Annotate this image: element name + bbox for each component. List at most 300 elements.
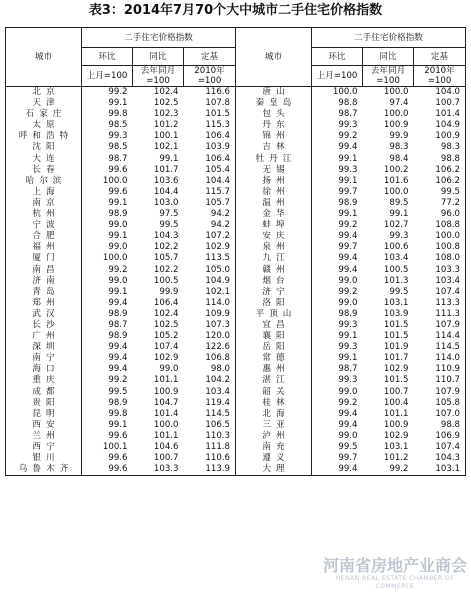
tongbi-cell: 101.7 xyxy=(153,164,179,175)
city-cell: 平顶山 xyxy=(236,309,312,320)
tongbi-cell: 104.3 xyxy=(153,231,179,242)
city-cell: 福州 xyxy=(6,242,82,253)
city-cell: 重庆 xyxy=(6,375,82,386)
tongbi-cell: 100.7 xyxy=(153,453,179,464)
tongbi-cell: 106.4 xyxy=(153,297,179,308)
huanbi-cell: 99.1 xyxy=(338,153,358,164)
tongbi-cell: 102.1 xyxy=(153,142,179,153)
huanbi-cell: 99.4 xyxy=(338,264,358,275)
city-cell: 吉林 xyxy=(236,142,312,153)
huanbi-cell: 99.6 xyxy=(108,186,128,197)
dingji-cell: 104.0 xyxy=(414,87,466,99)
table-row xyxy=(6,253,466,264)
city-cell: 赣州 xyxy=(236,265,312,276)
tongbi-cell: 103.4 xyxy=(383,253,409,264)
dingji-cell: 105.8 xyxy=(414,398,466,409)
city-cell: 贵阳 xyxy=(6,398,82,409)
huanbi-cell: 98.7 xyxy=(108,319,128,330)
dingji-cell: 98.3 xyxy=(414,142,466,153)
dingji-cell: 110.9 xyxy=(414,364,466,375)
city-cell: 昆明 xyxy=(6,409,82,420)
dingji-cell: 77.2 xyxy=(414,198,466,209)
dingji-cell: 106.4 xyxy=(184,154,236,165)
tongbi-header-left: 同比 xyxy=(133,48,184,66)
tongbi-cell: 100.7 xyxy=(383,386,409,397)
huanbi-cell: 99.1 xyxy=(108,231,128,242)
huanbi-cell: 99.5 xyxy=(338,442,358,452)
table-title: 表3：2014年7月70个大中城市二手住宅价格指数 xyxy=(88,3,383,18)
tongbi-cell: 101.2 xyxy=(153,120,179,131)
tongbi-cell: 98.4 xyxy=(389,153,409,164)
city-cell: 乌鲁木齐 xyxy=(6,464,82,476)
index-group-header-right: 二手住宅价格指数 xyxy=(312,28,466,48)
dingji-cell: 100.7 xyxy=(414,98,466,109)
watermark-main-text: 河南省房地产业商会 xyxy=(322,556,467,575)
dingji-cell: 114.4 xyxy=(414,331,466,342)
dingji-cell: 103.9 xyxy=(184,142,236,153)
huanbi-cell: 99.8 xyxy=(108,408,128,419)
dingji-cell: 106.4 xyxy=(184,131,236,142)
dingji-cell: 105.7 xyxy=(184,198,236,209)
city-cell: 北海 xyxy=(236,409,312,420)
dingji-cell: 107.4 xyxy=(414,442,466,453)
city-cell: 无锡 xyxy=(236,165,312,176)
city-cell: 南宁 xyxy=(6,353,82,364)
table-row xyxy=(6,165,466,176)
city-cell: 南充 xyxy=(236,442,312,453)
dingji-cell: 107.2 xyxy=(184,231,236,242)
huanbi-cell: 99.1 xyxy=(338,209,358,220)
table-row xyxy=(6,120,466,131)
tongbi-cell: 101.6 xyxy=(383,175,409,186)
table-row xyxy=(6,398,466,409)
tongbi-cell: 100.2 xyxy=(383,164,409,175)
city-cell: 岳阳 xyxy=(236,342,312,353)
table-row xyxy=(6,464,466,476)
table-row xyxy=(6,276,466,287)
city-cell: 蚌埠 xyxy=(236,220,312,231)
tongbi-cell: 99.1 xyxy=(389,209,409,220)
huanbi-cell: 99.4 xyxy=(338,142,358,153)
tongbi-cell: 101.7 xyxy=(383,353,409,364)
city-cell: 三亚 xyxy=(236,420,312,431)
dingji-cell: 114.0 xyxy=(414,353,466,364)
tongbi-cell: 102.2 xyxy=(153,242,179,253)
huanbi-cell: 99.7 xyxy=(338,453,358,464)
huanbi-cell: 98.7 xyxy=(108,153,128,164)
huanbi-cell: 99.3 xyxy=(338,375,358,386)
huanbi-cell: 98.9 xyxy=(108,209,128,220)
tongbi-cell: 101.9 xyxy=(383,342,409,353)
dingji-cell: 100.8 xyxy=(414,242,466,253)
huanbi-cell: 99.1 xyxy=(338,331,358,342)
table-row xyxy=(6,220,466,231)
tongbi-cell: 101.5 xyxy=(383,331,409,342)
huanbi-header-left: 环比 xyxy=(82,48,133,66)
city-cell: 九江 xyxy=(236,253,312,264)
tongbi-cell: 99.9 xyxy=(389,131,409,142)
huanbi-header-right: 环比 xyxy=(312,48,363,66)
table-row xyxy=(6,431,466,442)
dingji-cell: 122.6 xyxy=(184,342,236,353)
dingji-cell: 106.9 xyxy=(414,431,466,442)
table-row xyxy=(6,187,466,198)
huanbi-cell: 99.1 xyxy=(108,286,128,297)
city-cell: 兰州 xyxy=(6,431,82,442)
huanbi-cell: 99.2 xyxy=(338,131,358,142)
table-row xyxy=(6,353,466,364)
table-row xyxy=(6,331,466,342)
dingji-cell: 107.9 xyxy=(414,320,466,331)
tongbi-cell: 100.9 xyxy=(153,386,179,397)
dingji-cell: 113.5 xyxy=(184,253,236,264)
city-cell: 合肥 xyxy=(6,231,82,242)
city-cell: 包头 xyxy=(236,109,312,120)
dingji-cell: 111.8 xyxy=(184,442,236,453)
dingji-cell: 107.0 xyxy=(414,409,466,420)
tongbi-cell: 107.4 xyxy=(153,342,179,353)
city-cell: 韶关 xyxy=(236,387,312,398)
tongbi-cell: 102.4 xyxy=(153,87,179,97)
huanbi-cell: 99.2 xyxy=(338,220,358,231)
huanbi-cell: 99.0 xyxy=(338,275,358,286)
tongbi-cell: 104.7 xyxy=(153,397,179,408)
huanbi-cell: 99.2 xyxy=(108,375,128,386)
dingji-cell: 98.0 xyxy=(184,364,236,375)
city-cell: 遵义 xyxy=(236,453,312,464)
dingji-cell: 98.8 xyxy=(414,154,466,165)
city-cell: 长春 xyxy=(6,165,82,176)
huanbi-cell: 99.0 xyxy=(108,220,128,231)
city-header-right: 城市 xyxy=(236,28,312,87)
tongbi-cell: 89.5 xyxy=(389,197,409,208)
huanbi-cell: 99.1 xyxy=(108,98,128,109)
huanbi-cell: 99.7 xyxy=(338,186,358,197)
city-cell: 南京 xyxy=(6,198,82,209)
huanbi-cell: 99.3 xyxy=(108,131,128,142)
city-cell: 惠州 xyxy=(236,364,312,375)
huanbi-cell: 99.4 xyxy=(338,231,358,242)
city-cell: 秦皇岛 xyxy=(236,98,312,109)
tongbi-cell: 99.2 xyxy=(363,464,414,476)
city-cell: 安庆 xyxy=(236,231,312,242)
city-cell: 金华 xyxy=(236,209,312,220)
table-row xyxy=(6,154,466,165)
dingji-cell: 111.3 xyxy=(414,309,466,320)
table-row xyxy=(6,142,466,153)
watermark-sub-text: HENAN REAL ESTATE CHAMBER OF COMMERCE xyxy=(335,575,455,590)
huanbi-cell: 99.4 xyxy=(108,297,128,308)
huanbi-cell: 99.3 xyxy=(338,120,358,131)
city-cell: 洛阳 xyxy=(236,298,312,309)
tongbi-cell: 97.4 xyxy=(389,98,409,109)
dingji-cell: 113.9 xyxy=(184,464,236,476)
huanbi-cell: 99.2 xyxy=(108,87,128,97)
huanbi-cell: 99.6 xyxy=(108,453,128,464)
huanbi-cell: 98.7 xyxy=(338,109,358,120)
city-cell: 大理 xyxy=(236,464,312,476)
table-row xyxy=(6,442,466,453)
tongbi-cell: 102.5 xyxy=(153,319,179,330)
city-cell: 徐州 xyxy=(236,187,312,198)
city-cell: 桂林 xyxy=(236,398,312,409)
huanbi-cell: 100.0 xyxy=(102,175,128,186)
index-group-header-left: 二手住宅价格指数 xyxy=(82,28,236,48)
city-cell: 牡丹江 xyxy=(236,154,312,165)
city-cell: 泸州 xyxy=(236,431,312,442)
city-cell: 沈阳 xyxy=(6,142,82,153)
dingji-base-right: 2010年=100 xyxy=(414,66,466,87)
table-row xyxy=(6,342,466,353)
tongbi-cell: 100.9 xyxy=(383,120,409,131)
tongbi-cell: 98.3 xyxy=(389,142,409,153)
tongbi-cell: 102.4 xyxy=(153,308,179,319)
huanbi-cell: 100.0 xyxy=(332,87,358,97)
tongbi-cell: 102.7 xyxy=(383,220,409,231)
tongbi-cell: 100.6 xyxy=(383,242,409,253)
tongbi-header-right: 同比 xyxy=(363,48,414,66)
dingji-cell: 94.2 xyxy=(184,209,236,220)
dingji-cell: 103.4 xyxy=(414,276,466,287)
city-cell: 宜昌 xyxy=(236,320,312,331)
table-row xyxy=(6,364,466,375)
dingji-cell: 106.5 xyxy=(184,420,236,431)
city-cell: 北京 xyxy=(6,87,82,99)
huanbi-cell: 99.4 xyxy=(338,419,358,430)
city-cell: 襄阳 xyxy=(236,331,312,342)
city-cell: 济宁 xyxy=(236,287,312,298)
tongbi-cell: 101.4 xyxy=(153,408,179,419)
dingji-cell: 105.4 xyxy=(184,165,236,176)
tongbi-cell: 100.5 xyxy=(383,264,409,275)
dingji-cell: 116.6 xyxy=(184,87,236,99)
table-row xyxy=(6,387,466,398)
huanbi-cell: 98.8 xyxy=(338,98,358,109)
table-row xyxy=(6,231,466,242)
dingji-cell: 103.3 xyxy=(414,265,466,276)
huanbi-cell: 99.4 xyxy=(338,408,358,419)
huanbi-cell: 99.0 xyxy=(338,297,358,308)
city-cell: 青岛 xyxy=(6,287,82,298)
tongbi-cell: 100.0 xyxy=(383,87,409,97)
huanbi-cell: 99.1 xyxy=(338,175,358,186)
tongbi-cell: 101.3 xyxy=(383,275,409,286)
tongbi-cell: 104.4 xyxy=(153,186,179,197)
tongbi-cell: 100.5 xyxy=(153,275,179,286)
dingji-cell: 110.6 xyxy=(184,453,236,464)
tongbi-cell: 100.9 xyxy=(383,419,409,430)
dingji-cell: 108.8 xyxy=(414,220,466,231)
city-cell: 上海 xyxy=(6,187,82,198)
dingji-cell: 113.3 xyxy=(414,298,466,309)
dingji-cell: 102.1 xyxy=(184,287,236,298)
dingji-cell: 110.7 xyxy=(414,375,466,386)
huanbi-cell: 98.9 xyxy=(338,308,358,319)
tongbi-cell: 102.5 xyxy=(153,98,179,109)
city-cell: 南昌 xyxy=(6,265,82,276)
city-cell: 大连 xyxy=(6,154,82,165)
huanbi-cell: 99.6 xyxy=(108,164,128,175)
tongbi-cell: 101.1 xyxy=(383,408,409,419)
dingji-cell: 96.0 xyxy=(414,209,466,220)
dingji-cell: 106.2 xyxy=(414,165,466,176)
city-cell: 太原 xyxy=(6,120,82,131)
table-row xyxy=(6,98,466,109)
tongbi-cell: 102.9 xyxy=(153,353,179,364)
dingji-cell: 108.0 xyxy=(414,253,466,264)
tongbi-base-left: 去年同月=100 xyxy=(133,66,184,87)
table-row xyxy=(6,453,466,464)
dingji-cell: 104.2 xyxy=(184,375,236,386)
huanbi-cell: 99.1 xyxy=(108,197,128,208)
table-row xyxy=(6,298,466,309)
dingji-cell: 107.4 xyxy=(414,287,466,298)
tongbi-cell: 103.0 xyxy=(153,197,179,208)
dingji-cell: 107.9 xyxy=(414,387,466,398)
city-cell: 泉州 xyxy=(236,242,312,253)
dingji-cell: 101.4 xyxy=(414,109,466,120)
tongbi-cell: 101.5 xyxy=(383,375,409,386)
city-cell: 西安 xyxy=(6,420,82,431)
dingji-cell: 104.9 xyxy=(184,276,236,287)
dingji-cell: 105.0 xyxy=(184,265,236,276)
city-cell: 扬州 xyxy=(236,176,312,187)
city-cell: 烟台 xyxy=(236,276,312,287)
tongbi-cell: 101.2 xyxy=(383,453,409,464)
city-cell: 丹东 xyxy=(236,120,312,131)
tongbi-cell: 101.1 xyxy=(153,375,179,386)
city-cell: 石家庄 xyxy=(6,109,82,120)
city-cell: 深圳 xyxy=(6,342,82,353)
price-index-table xyxy=(5,27,466,476)
tongbi-cell: 103.9 xyxy=(383,308,409,319)
city-cell: 厦门 xyxy=(6,253,82,264)
dingji-cell: 107.3 xyxy=(184,320,236,331)
tongbi-cell: 97.5 xyxy=(159,209,179,220)
table-row xyxy=(6,409,466,420)
huanbi-cell: 98.9 xyxy=(338,197,358,208)
huanbi-cell: 98.9 xyxy=(108,397,128,408)
huanbi-cell: 99.7 xyxy=(338,242,358,253)
dingji-cell: 114.0 xyxy=(184,298,236,309)
huanbi-cell: 100.0 xyxy=(102,253,128,264)
tongbi-cell: 99.0 xyxy=(159,364,179,375)
dingji-cell: 114.5 xyxy=(184,409,236,420)
huanbi-cell: 99.0 xyxy=(108,275,128,286)
huanbi-base-left: 上月=100 xyxy=(82,66,133,87)
table-row xyxy=(6,265,466,276)
city-cell: 锦州 xyxy=(236,131,312,142)
dingji-cell: 103.1 xyxy=(414,464,466,476)
city-cell: 成都 xyxy=(6,387,82,398)
city-cell: 济南 xyxy=(6,276,82,287)
city-cell: 武汉 xyxy=(6,309,82,320)
dingji-cell: 101.5 xyxy=(184,109,236,120)
dingji-cell: 109.9 xyxy=(184,309,236,320)
tongbi-cell: 102.9 xyxy=(383,364,409,375)
tongbi-cell: 99.5 xyxy=(159,220,179,231)
tongbi-base-right: 去年同月=100 xyxy=(363,66,414,87)
city-cell: 银川 xyxy=(6,453,82,464)
table-row xyxy=(6,131,466,142)
huanbi-cell: 99.2 xyxy=(338,397,358,408)
tongbi-cell: 99.3 xyxy=(389,231,409,242)
city-cell: 唐山 xyxy=(236,87,312,99)
tongbi-cell: 105.2 xyxy=(153,331,179,342)
city-cell: 哈尔滨 xyxy=(6,176,82,187)
huanbi-cell: 99.6 xyxy=(82,464,133,476)
dingji-cell: 106.2 xyxy=(414,176,466,187)
tongbi-cell: 100.0 xyxy=(383,109,409,120)
dingji-cell: 102.9 xyxy=(184,242,236,253)
huanbi-cell: 99.4 xyxy=(338,253,358,264)
tongbi-cell: 105.7 xyxy=(153,253,179,264)
dingji-cell: 107.8 xyxy=(184,98,236,109)
huanbi-cell: 99.0 xyxy=(338,386,358,397)
table-row xyxy=(6,87,466,99)
tongbi-cell: 100.1 xyxy=(153,131,179,142)
huanbi-cell: 99.1 xyxy=(108,419,128,430)
tongbi-cell: 103.1 xyxy=(383,442,409,452)
city-cell: 天津 xyxy=(6,98,82,109)
city-cell: 常德 xyxy=(236,353,312,364)
dingji-cell: 104.9 xyxy=(414,120,466,131)
dingji-cell: 110.3 xyxy=(184,431,236,442)
tongbi-cell: 101.5 xyxy=(383,319,409,330)
dingji-base-left: 2010年=100 xyxy=(184,66,236,87)
table-row xyxy=(6,320,466,331)
dingji-cell: 120.0 xyxy=(184,331,236,342)
huanbi-cell: 99.5 xyxy=(108,386,128,397)
tongbi-cell: 100.0 xyxy=(153,419,179,430)
huanbi-cell: 99.3 xyxy=(338,342,358,353)
dingji-cell: 100.9 xyxy=(414,131,466,142)
dingji-cell: 114.5 xyxy=(414,342,466,353)
huanbi-cell: 99.2 xyxy=(338,286,358,297)
table-row xyxy=(6,176,466,187)
city-cell: 宁波 xyxy=(6,220,82,231)
city-cell: 西宁 xyxy=(6,442,82,453)
huanbi-cell: 99.3 xyxy=(338,319,358,330)
huanbi-cell: 98.7 xyxy=(338,364,358,375)
table-row xyxy=(6,242,466,253)
tongbi-cell: 100.0 xyxy=(383,186,409,197)
huanbi-cell: 99.2 xyxy=(108,264,128,275)
city-cell: 海口 xyxy=(6,364,82,375)
table-row xyxy=(6,198,466,209)
dingji-cell: 119.4 xyxy=(184,398,236,409)
city-cell: 湛江 xyxy=(236,375,312,386)
city-header-left: 城市 xyxy=(6,28,82,87)
dingji-cell: 103.4 xyxy=(184,387,236,398)
huanbi-cell: 99.3 xyxy=(338,164,358,175)
dingji-header-right: 定基 xyxy=(414,48,466,66)
chamber-watermark xyxy=(320,557,470,591)
tongbi-cell: 101.1 xyxy=(153,430,179,441)
city-cell: 郑州 xyxy=(6,298,82,309)
huanbi-cell: 99.4 xyxy=(312,464,363,476)
city-cell: 广州 xyxy=(6,331,82,342)
huanbi-cell: 98.5 xyxy=(108,142,128,153)
city-cell: 温州 xyxy=(236,198,312,209)
dingji-cell: 100.0 xyxy=(414,231,466,242)
tongbi-cell: 102.2 xyxy=(153,264,179,275)
tongbi-cell: 102.9 xyxy=(383,430,409,441)
huanbi-cell: 99.0 xyxy=(338,430,358,441)
city-cell: 杭州 xyxy=(6,209,82,220)
huanbi-cell: 99.4 xyxy=(108,353,128,364)
huanbi-cell: 99.8 xyxy=(108,109,128,120)
